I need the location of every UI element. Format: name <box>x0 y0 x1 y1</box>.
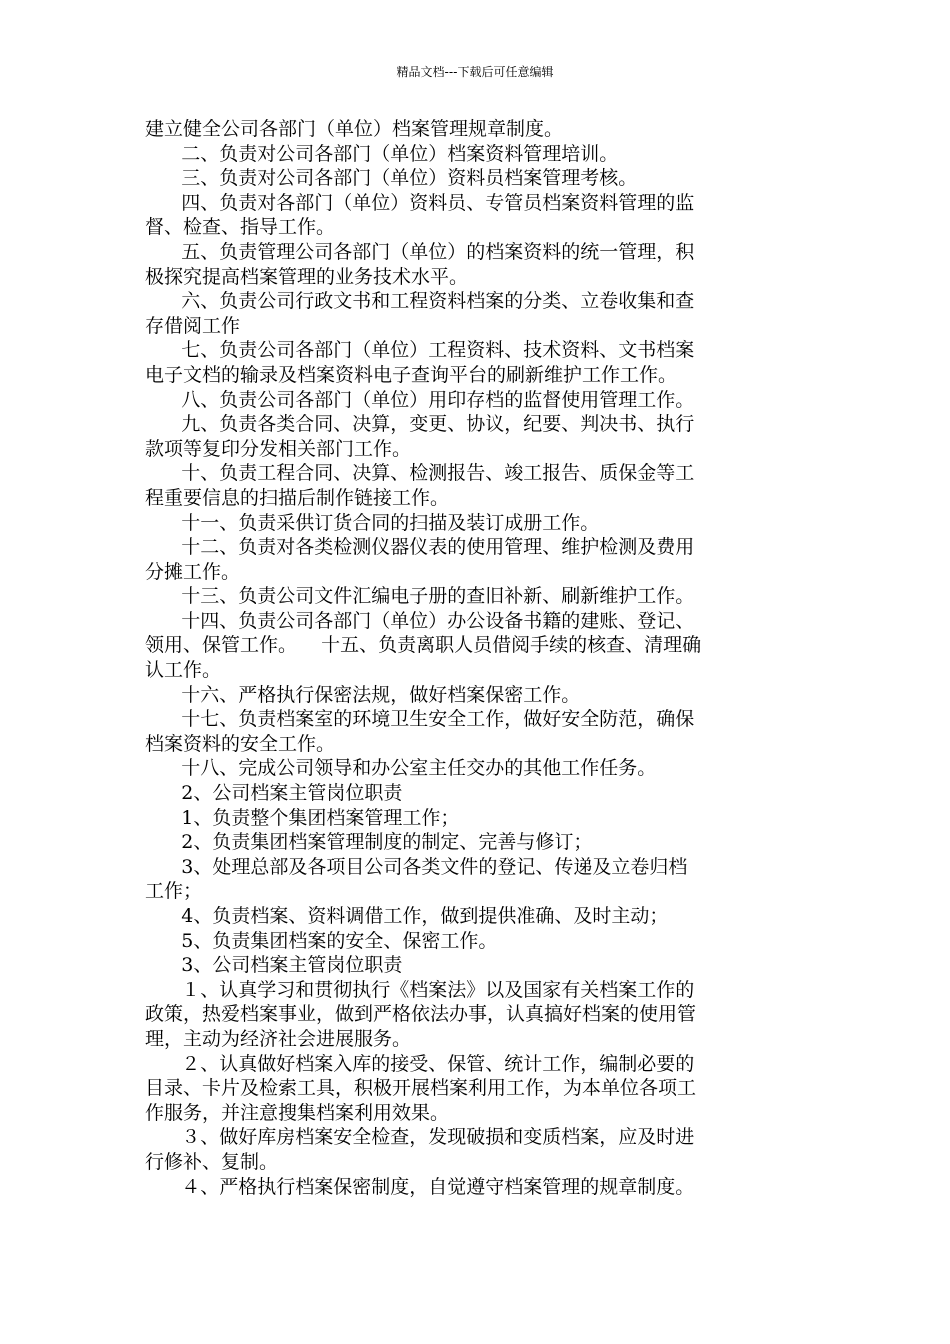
text-line: 极探究提高档案管理的业务技术水平。 <box>145 265 469 288</box>
text-line: 行修补、复制。 <box>145 1150 279 1173</box>
text-line: 3、公司档案主管岗位职责 <box>145 954 403 977</box>
text-line: 五、负责管理公司各部门（单位）的档案资料的统一管理，积 <box>145 240 695 263</box>
text-line: 5、负责集团档案的安全、保密工作。 <box>145 929 498 952</box>
text-line: 三、负责对公司各部门（单位）资料员档案管理考核。 <box>145 167 638 190</box>
text-line: 六、负责公司行政文书和工程资料档案的分类、立卷收集和查 <box>145 290 695 313</box>
text-line: 八、负责公司各部门（单位）用印存档的监督使用管理工作。 <box>145 388 695 411</box>
text-line: 目录、卡片及检索工具，积极开展档案利用工作，为本单位各项工 <box>145 1077 697 1100</box>
text-line: 程重要信息的扫描后制作链接工作。 <box>145 486 450 509</box>
text-line: 十、负责工程合同、决算、检测报告、竣工报告、质保金等工 <box>145 462 695 485</box>
text-line: 十六、严格执行保密法规，做好档案保密工作。 <box>145 683 581 706</box>
text-line: ３、做好库房档案安全检查，发现破损和变质档案，应及时进 <box>145 1126 695 1149</box>
text-line: ４、严格执行档案保密制度，自觉遵守档案管理的规章制度。 <box>145 1175 695 1198</box>
text-line: 理，主动为经济社会进展服务。 <box>145 1027 412 1050</box>
page-header: 精品文档---下载后可任意编辑 <box>396 65 554 79</box>
text-line: 领用、保管工作。 十五、负责离职人员借阅手续的核查、清理确 <box>145 634 702 657</box>
text-line: 政策，热爱档案事业，做到严格依法办事，认真搞好档案的使用管 <box>145 1003 697 1026</box>
text-line: 七、负责公司各部门（单位）工程资料、技术资料、文书档案 <box>145 339 695 362</box>
text-line: 认工作。 <box>145 659 222 682</box>
text-line: 款项等复印分发相关部门工作。 <box>145 437 412 460</box>
text-line: １、认真学习和贯彻执行《档案法》以及国家有关档案工作的 <box>145 978 695 1001</box>
text-line: 十二、负责对各类检测仪器仪表的使用管理、维护检测及费用 <box>145 536 695 559</box>
text-line: 十三、负责公司文件汇编电子册的查旧补新、刷新维护工作。 <box>145 585 695 608</box>
text-line: 四、负责对各部门（单位）资料员、专管员档案资料管理的监 <box>145 191 695 214</box>
text-line: 3、处理总部及各项目公司各类文件的登记、传递及立卷归档 <box>145 855 688 878</box>
text-line: 2、公司档案主管岗位职责 <box>145 782 403 805</box>
text-line: 作服务，并注意搜集档案利用效果。 <box>145 1101 450 1124</box>
text-line: 十一、负责采供订货合同的扫描及装订成册工作。 <box>145 511 600 534</box>
text-line: 二、负责对公司各部门（单位）档案资料管理培训。 <box>145 142 619 165</box>
text-line: 十四、负责公司各部门（单位）办公设备书籍的建账、登记、 <box>145 609 695 632</box>
text-line: ２、认真做好档案入库的接受、保管、统计工作，编制必要的 <box>145 1052 695 1075</box>
text-line: 分摊工作。 <box>145 560 241 583</box>
text-line: 九、负责各类合同、决算，变更、协议，纪要、判决书、执行 <box>145 413 695 436</box>
text-line: 存借阅工作 <box>145 314 241 337</box>
text-line: 十八、完成公司领导和办公室主任交办的其他工作任务。 <box>145 757 657 780</box>
text-line: 2、负责集团档案管理制度的制定、完善与修订； <box>145 831 593 854</box>
text-line: 督、检查、指导工作。 <box>145 216 336 239</box>
text-line: 建立健全公司各部门（单位）档案管理规章制度。 <box>145 118 564 140</box>
text-line: 工作； <box>145 880 203 903</box>
document-body <box>145 117 810 1199</box>
text-line: 4、负责档案、资料调借工作，做到提供准确、及时主动； <box>145 905 669 927</box>
text-line: 1、负责整个集团档案管理工作； <box>145 806 460 829</box>
text-line: 电子文档的输录及档案资料电子查询平台的刷新维护工作工作。 <box>145 363 678 386</box>
text-line: 十七、负责档案室的环境卫生安全工作，做好安全防范，确保 <box>145 708 695 731</box>
text-line: 档案资料的安全工作。 <box>145 732 336 755</box>
